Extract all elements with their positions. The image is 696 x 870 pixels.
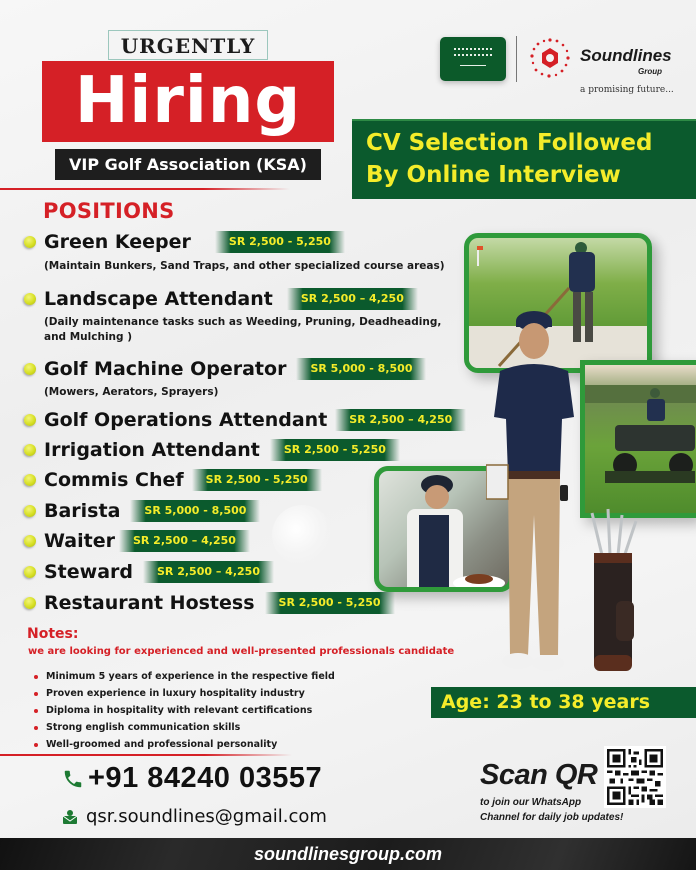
tennis-ball-bullet-icon [24, 566, 36, 578]
cv-selection-banner [352, 119, 696, 199]
position-item [24, 407, 466, 433]
cv-banner-text [366, 127, 653, 191]
email-contact[interactable] [62, 806, 327, 827]
position-title: Restaurant Hostess [44, 592, 255, 614]
age-banner [431, 687, 696, 718]
divider [0, 188, 290, 190]
saudi-flag-icon [440, 37, 506, 81]
phone-number[interactable]: +91 84240 03557 [88, 762, 323, 794]
salary-badge: SR 5,000 - 8,500 [130, 500, 260, 522]
position-description: (Mowers, Aerators, Sprayers) [44, 386, 219, 398]
phone-icon [62, 768, 84, 790]
tennis-ball-bullet-icon [24, 444, 36, 456]
brand-name: Soundlines [580, 46, 672, 65]
scan-qr-title: Scan QR [480, 759, 598, 791]
salary-badge: SR 2,500 – 4,250 [119, 530, 250, 552]
position-item [24, 467, 322, 493]
notes-item-text: Diploma in hospitality with relevant certifications [46, 705, 313, 716]
scan-qr-line2: Channel for daily job updates! [480, 812, 624, 823]
logo-divider [516, 36, 517, 82]
bullet-dot-icon [34, 692, 38, 696]
scan-qr-line1: to join our WhatsApp [480, 797, 582, 808]
position-description: (Daily maintenance tasks such as Weeding, Pruning, Deadheading, and Mulching ) [44, 316, 442, 343]
notes-item-text: Minimum 5 years of experience in the respective field [46, 671, 335, 682]
notes-item-text: Well-groomed and professional personality [46, 739, 278, 750]
golf-ball-decoration [272, 505, 332, 565]
qr-code-icon [607, 749, 663, 805]
brand-group: Group [638, 67, 662, 76]
position-title: Irrigation Attendant [44, 439, 260, 461]
tennis-ball-bullet-icon [24, 597, 36, 609]
notes-item [34, 736, 335, 753]
salary-badge: SR 2,500 – 4,250 [143, 561, 274, 583]
flag-script [454, 48, 492, 56]
salary-badge: SR 2,500 - 5,250 [270, 439, 400, 461]
position-title: Green Keeper [44, 231, 191, 253]
brand-tagline: a promising future... [580, 85, 674, 95]
position-item [24, 229, 345, 255]
tennis-ball-bullet-icon [24, 236, 36, 248]
salary-badge: SR 5,000 - 8,500 [296, 358, 426, 380]
position-description: (Maintain Bunkers, Sand Traps, and other specialized course areas) [44, 260, 445, 272]
position-title: Barista [44, 500, 121, 522]
cv-banner-line2: By Online Interview [366, 162, 621, 188]
salary-badge: SR 2,500 - 5,250 [265, 592, 395, 614]
soundlines-logo-icon [528, 36, 572, 80]
tennis-ball-bullet-icon [24, 293, 36, 305]
salary-badge: SR 2,500 – 4,250 [287, 288, 418, 310]
hiring-banner: Hiring [42, 61, 334, 142]
position-item [24, 590, 395, 616]
position-item [24, 528, 250, 554]
tennis-ball-bullet-icon [24, 474, 36, 486]
positions-heading: POSITIONS [43, 199, 175, 223]
notes-item [34, 702, 335, 719]
urgently-label: URGENTLY [108, 30, 268, 60]
position-title: Steward [44, 561, 133, 583]
position-title: Waiter [44, 530, 115, 552]
flag-sword [460, 65, 486, 66]
position-item [24, 498, 260, 524]
position-title: Commis Chef [44, 469, 184, 491]
notes-item-text: Strong english communication skills [46, 722, 241, 733]
notes-subtitle: we are looking for experienced and well-presented professionals candidate [28, 646, 455, 657]
salary-badge: SR 2,500 - 5,250 [215, 231, 345, 253]
salary-badge: SR 2,500 – 4,250 [335, 409, 466, 431]
scan-qr-subtitle [480, 795, 623, 825]
golf-bag-image [582, 505, 644, 680]
notes-item-text: Proven experience in luxury hospitality industry [46, 688, 305, 699]
position-item [24, 286, 418, 312]
mower-photo [580, 360, 696, 518]
notes-list [34, 668, 335, 753]
bullet-dot-icon [34, 675, 38, 679]
bullet-dot-icon [34, 726, 38, 730]
position-title: Landscape Attendant [44, 288, 273, 310]
tennis-ball-bullet-icon [24, 414, 36, 426]
position-item [24, 356, 426, 382]
position-item [24, 559, 274, 585]
email-address[interactable]: qsr.soundlines@gmail.com [86, 806, 327, 827]
divider [0, 754, 292, 756]
tennis-ball-bullet-icon [24, 505, 36, 517]
footer-bar [0, 838, 696, 870]
golf-staff-person-image [486, 305, 576, 685]
position-item [24, 437, 400, 463]
notes-item [34, 668, 335, 685]
notes-heading: Notes: [27, 626, 79, 642]
phone-contact[interactable] [62, 762, 322, 795]
mower-illustration [585, 365, 696, 518]
position-title: Golf Machine Operator [44, 358, 287, 380]
tennis-ball-bullet-icon [24, 363, 36, 375]
website-link[interactable]: soundlinesgroup.com [253, 844, 442, 864]
salary-badge: SR 2,500 - 5,250 [192, 469, 322, 491]
tennis-ball-bullet-icon [24, 535, 36, 547]
age-text: Age: 23 to 38 years [441, 691, 651, 713]
bullet-dot-icon [34, 709, 38, 713]
cv-banner-line1: CV Selection Followed [366, 130, 653, 156]
bullet-dot-icon [34, 743, 38, 747]
email-icon [62, 809, 78, 825]
position-title: Golf Operations Attendant [44, 409, 328, 431]
qr-code[interactable] [604, 746, 666, 808]
company-name: VIP Golf Association (KSA) [55, 149, 321, 180]
notes-item [34, 685, 335, 702]
notes-item [34, 719, 335, 736]
